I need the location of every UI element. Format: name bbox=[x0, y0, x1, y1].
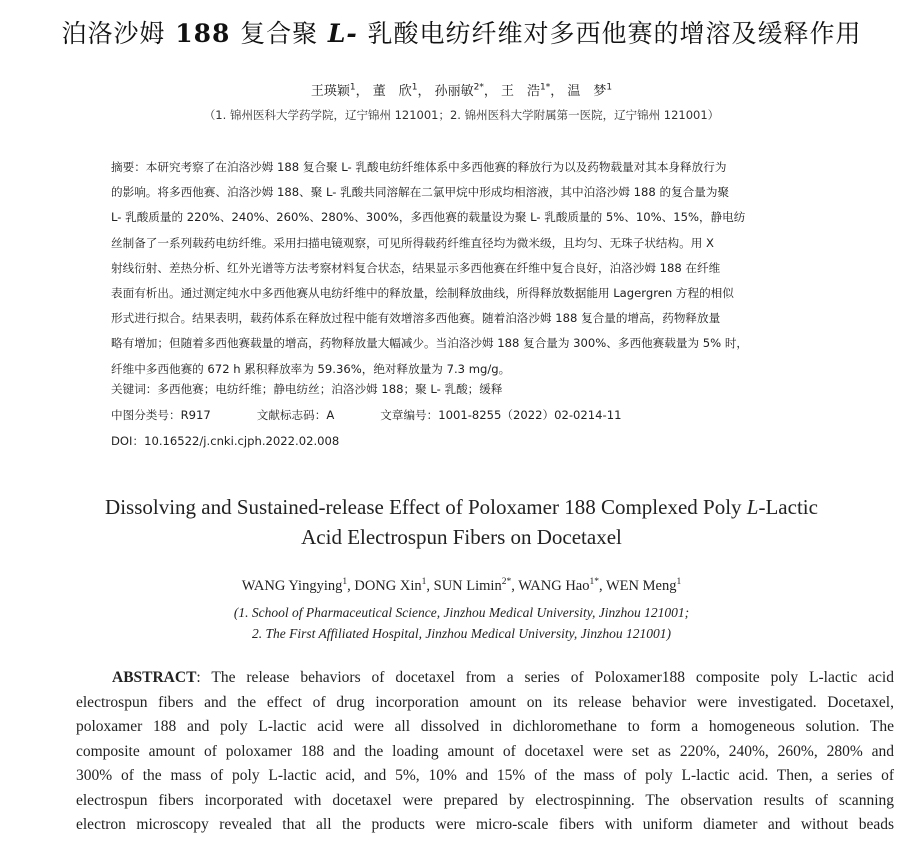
author-affiliation-mark: 2* bbox=[473, 82, 484, 93]
author-affiliation-mark: 1 bbox=[411, 82, 418, 93]
author-name: WEN Meng bbox=[605, 577, 677, 594]
english-affiliation bbox=[0, 602, 923, 644]
author-affiliation-mark: 1 bbox=[421, 577, 427, 587]
chinese-keywords: 关键词：多西他赛；电纺纤维；静电纺丝；泊洛沙姆 188；聚 L- 乳酸；缓释 bbox=[111, 382, 503, 396]
affiliation-line: (1. School of Pharmaceutical Science, Jinzhou Medical University, Jinzhou 121001; bbox=[233, 605, 690, 620]
abstract-line: electron microscopy revealed that all the products were micro-scale fibers with uniform diameter and without beads bbox=[76, 816, 894, 833]
author-affiliation-mark: 1 bbox=[342, 577, 348, 587]
author-name: 董 欣 bbox=[372, 84, 412, 99]
chinese-affiliation: （1. 锦州医科大学药学院，辽宁锦州 121001；2. 锦州医科大学附属第一医院，辽宁锦州 121001） bbox=[203, 108, 720, 122]
abstract-line: 射线衍射、差热分析、红外光谱等方法考察材料复合状态，结果显示多西他赛在纤维中复合良好，泊洛沙姆 188 在纤维 bbox=[111, 260, 721, 275]
affiliation-line: 2. The First Affiliated Hospital, Jinzhou Medical University, Jinzhou 121001) bbox=[252, 626, 671, 641]
author-affiliation-mark: 1 bbox=[676, 577, 682, 587]
abstract-line: 的影响。将多西他赛、泊洛沙姆 188、聚 L- 乳酸共同溶解在二氯甲烷中形成均相溶液，其中泊洛沙姆 188 的复合量为聚 bbox=[111, 185, 730, 200]
title-text: L bbox=[746, 495, 759, 519]
article-number: 文章编号：1001-8255（2022）02-0214-11 bbox=[380, 408, 622, 422]
abstract-line: composite amount of poloxamer 188 and the loading amount of docetaxel were set as 220%, 240%, 260%, 280% and bbox=[76, 742, 894, 760]
author-name: WANG Hao bbox=[518, 577, 590, 594]
author-name: 孙丽敏 bbox=[434, 84, 474, 99]
abstract-line: 摘要：本研究考察了在泊洛沙姆 188 复合聚 L- 乳酸电纺纤维体系中多西他赛的释放行为以及药物载量对其本身释放行为 bbox=[111, 160, 727, 174]
author-affiliation-mark: 1* bbox=[540, 82, 551, 93]
abstract-line: electrospun fibers and the effect of drug incorporation amount on its release behavior were investigated. Docetaxel, bbox=[76, 693, 894, 711]
classification-row bbox=[111, 407, 861, 423]
doi-link[interactable]: DOI：10.16522/j.cnki.cjph.2022.02.008 bbox=[111, 434, 340, 448]
english-title-line: Acid Electrospun Fibers on Docetaxel bbox=[301, 525, 622, 549]
abstract-line: 丝制备了一系列载药电纺纤维。采用扫描电镜观察，可见所得载药纤维直径均为微米级，且均匀、无珠子状结构。用 X bbox=[111, 235, 714, 250]
abstract-line: L- 乳酸质量的 220%、240%、260%、280%、300%，多西他赛的载量设为聚 L- 乳酸质量的 5%、10%、15%，静电纺 bbox=[111, 210, 746, 225]
author-affiliation-mark: 1 bbox=[349, 82, 356, 93]
chinese-title bbox=[0, 14, 923, 50]
chinese-title-part: 复合聚 bbox=[240, 19, 319, 48]
abstract-line: 形式进行拟合。结果表明，载药体系在释放过程中能有效增溶多西他赛。随着泊洛沙姆 188 复合量的增高，药物释放量 bbox=[111, 311, 721, 326]
author-name: 温 梦 bbox=[567, 84, 607, 99]
abstract-line: electrospun fibers incorporated with docetaxel were prepared by electrospinning. The observation results of scanning bbox=[76, 791, 894, 809]
english-author-list: WANG Yingying$^1$, DONG Xin$^1$, SUN Limin$^{2*}$, WANG Hao$^{1*}$, WEN Meng$^1$ bbox=[241, 577, 682, 594]
english-title-line bbox=[0, 492, 923, 522]
english-title bbox=[0, 492, 923, 552]
author-affiliation-mark: 2* bbox=[501, 577, 512, 587]
title-text: -Lactic bbox=[758, 495, 818, 519]
english-abstract bbox=[76, 666, 894, 838]
chinese-title-part: 乳酸电纺纤维对多西他赛的增溶及缓释作用 bbox=[367, 19, 862, 48]
author-affiliation-mark: 1* bbox=[589, 577, 599, 587]
abstract-line: poloxamer 188 and poly L-lactic acid were all dissolved in dichloromethane to form a homogeneous solution. The bbox=[76, 718, 894, 735]
chinese-title-part: 泊洛沙姆 bbox=[61, 19, 166, 48]
author-name: 王瑛颖 bbox=[310, 84, 350, 99]
chinese-author-list: 王瑛颖$^1$， 董 欣$^1$， 孙丽敏$^{2*}$， 王 浩$^{1*}$， 温 梦$^1$ bbox=[310, 82, 613, 99]
chinese-abstract bbox=[111, 155, 861, 382]
abstract-line: 300% of the mass of poly L-lactic acid, and 5%, 10% and 15% of the mass of poly L-lactic acid. Then, a series of bbox=[76, 767, 894, 784]
document-code: 文献标志码：A bbox=[256, 408, 335, 422]
chinese-title-part: 188 bbox=[165, 19, 241, 48]
abstract-line: 表面有析出。通过测定纯水中多西他赛从电纺纤维中的释放量，绘制释放曲线，所得释放数据能用 Lagergren 方程的相似 bbox=[111, 285, 734, 300]
abstract-line: 纤维中多西他赛的 672 h 累积释放率为 59.36%，绝对释放量为 7.3 mg/g。 bbox=[111, 361, 511, 376]
abstract-line bbox=[76, 666, 894, 691]
author-name: SUN Limin bbox=[433, 577, 502, 594]
author-name: 王 浩 bbox=[501, 84, 541, 99]
author-name: WANG Yingying bbox=[241, 577, 343, 594]
title-text: Dissolving and Sustained-release Effect of Poloxamer 188 Complexed Poly bbox=[105, 495, 747, 519]
chinese-title-part: L- bbox=[318, 19, 368, 48]
author-affiliation-mark: 1 bbox=[606, 82, 613, 93]
abstract-line: 略有增加；但随着多西他赛载量的增高，药物释放量大幅减少。当泊洛沙姆 188 复合量为 300%、多西他赛载量为 5% 时， bbox=[111, 336, 749, 351]
clc-number: 中图分类号：R917 bbox=[111, 408, 211, 422]
author-name: DONG Xin bbox=[354, 577, 422, 594]
abstract-text: : The release behaviors of docetaxel from a series of Poloxamer188 composite poly L-lactic acid bbox=[196, 669, 894, 686]
abstract-label: ABSTRACT bbox=[112, 669, 197, 686]
